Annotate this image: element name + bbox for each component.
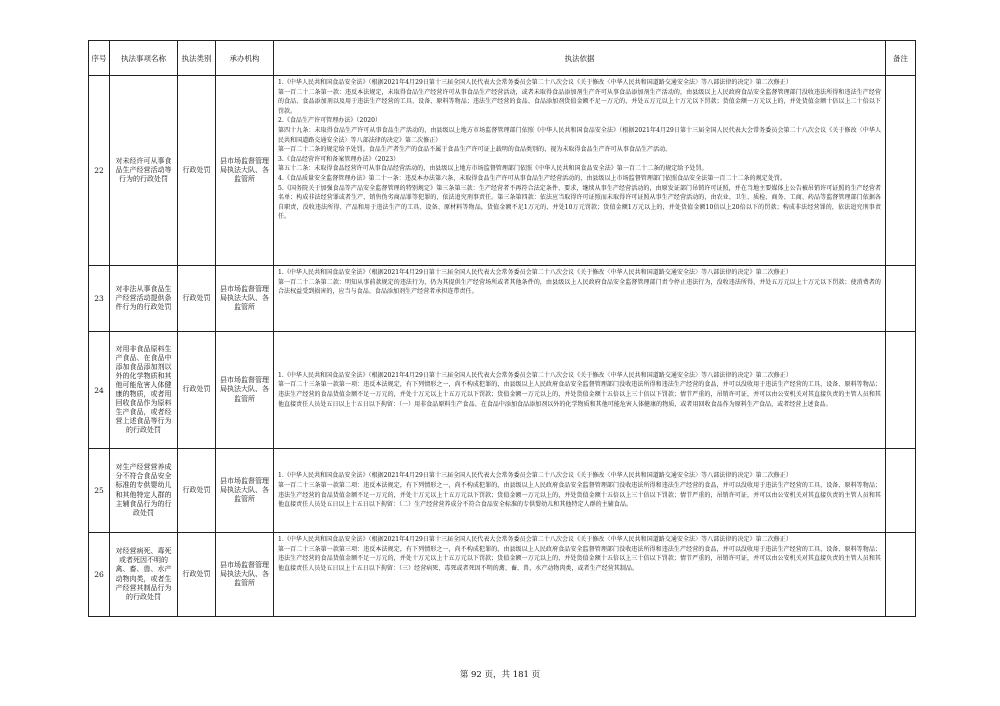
row-name: 对用非食品原料生产食品、在食品中添加食品添加剂以外的化学物质和其他可能危害人体健康的物质，或者用回收食品作为原料生产食品，或者经营上述食品等行为的行政处罚 bbox=[110, 332, 178, 449]
header-name: 执法事项名称 bbox=[110, 41, 178, 76]
row-type: 行政处罚 bbox=[178, 533, 216, 617]
basis-paragraph: 第一百二十二条第一款：违反本法规定，未取得食品生产经营许可从事食品生产经营活动，或者未取得食品添加剂生产许可从事食品添加剂生产活动的，由县级以上人民政府食品安全监督管理部门没收违法所得和违法生产经营的食品、食品添加剂以及用于违法生产经营的工具、设备、原料等物品；违法生产经营的食品、食品添加剂货值金额不足一万元的，并处五万元以上十万元以下罚款；货值金额一万元以上的，并处货值金额十倍以上二十倍以下罚款。 bbox=[278, 88, 881, 115]
enforcement-table bbox=[88, 40, 916, 617]
row-name: 对经营病死、毒死或者死因不明的禽、畜、兽、水产动物肉类，或者生产经营其制品行为的行政处罚 bbox=[110, 533, 178, 617]
row-name: 对非法从事食品生产经营活动提供条件行为的行政处罚 bbox=[110, 266, 178, 332]
row-type: 行政处罚 bbox=[178, 266, 216, 332]
row-type: 行政处罚 bbox=[178, 332, 216, 449]
table-row bbox=[89, 533, 916, 617]
basis-paragraph: 1.《中华人民共和国食品安全法》（根据2021年4月29日第十三届全国人民代表大会常务委员会第二十八次会议《关于修改〈中华人民共和国道路交通安全法〉等八部法律的决定》第二次修正） bbox=[278, 79, 792, 86]
basis-paragraph: 第五十二条：未取得食品经营许可从事食品经营活动的，由县级以上地方市场监督管理部门依照《中华人民共和国食品安全法》第一百二十二条的规定给予处罚。 bbox=[278, 165, 708, 173]
basis-paragraph: 2.《食品生产许可管理办法》（2020） bbox=[278, 117, 381, 125]
row-basis bbox=[274, 266, 886, 332]
basis-paragraph: 1.《中华人民共和国食品安全法》（根据2021年4月29日第十三届全国人民代表大会常务委员会第二十八次会议《关于修改〈中华人民共和国道路交通安全法〉等八部法律的决定》第二次修正） bbox=[278, 371, 792, 379]
basis-paragraph: 第一百二十二条第二款：明知从事前款规定的违法行为，仍为其提供生产经营场所或者其他条件的，由县级以上人民政府食品安全监督管理部门责令停止违法行为，没收违法所得，并处五万元以上十万元以下罚款；使消费者的合法权益受到损害的，应当与食品、食品添加剂生产经营者承担连带责任。 bbox=[278, 278, 881, 296]
row-note bbox=[886, 266, 916, 332]
row-type: 行政处罚 bbox=[178, 76, 216, 266]
basis-paragraph: 第一百二十三条第一款第三项：违反本法规定，有下列情形之一，尚不构成犯罪的，由县级以上人民政府食品安全监督管理部门没收违法所得和违法生产经营的食品，并可以没收用于违法生产经营的工具、设备、原料等物品；违法生产经营的食品货值金额不足一万元的，并处十万元以上十五万元以下罚款；货值金额一万元以上的，并处货值金额十五倍以上三十倍以下罚款；情节严重的，吊销许可证，并可以由公安机关对其直接负责的主管人员和其他直接责任人员处五日以上十五日以下拘留：（三）经营病死、毒死或者死因不明的禽、畜、兽、水产动物肉类，或者生产经营其制品。 bbox=[278, 545, 881, 572]
row-no: 25 bbox=[89, 449, 110, 533]
row-no: 26 bbox=[89, 533, 110, 617]
row-basis bbox=[274, 449, 886, 533]
row-note bbox=[886, 76, 916, 266]
table-row bbox=[89, 332, 916, 449]
header-org: 承办机构 bbox=[216, 41, 274, 76]
row-org: 县市场监督管理局执法大队、各监管所 bbox=[216, 266, 274, 332]
basis-paragraph: 第一百二十三条第一款第二项：违反本法规定，有下列情形之一，尚不构成犯罪的，由县级以上人民政府食品安全监督管理部门没收违法所得和违法生产经营的食品，并可以没收用于违法生产经营的工具、设备、原料等物品；违法生产经营的食品货值金额不足一万元的，并处十万元以上十五万元以下罚款；货值金额一万元以上的，并处货值金额十五倍以上三十倍以下罚款；情节严重的，吊销许可证，并可以由公安机关对其直接负责的主管人员和其他直接责任人员处五日以上十五日以下拘留：（二）生产经营营养成分不符合食品安全标准的专供婴幼儿和其他特定人群的主辅食品。 bbox=[278, 481, 881, 509]
row-org: 县市场监督管理局执法大队、各监管所 bbox=[216, 449, 274, 533]
basis-paragraph: 3.《食品经营许可和备案管理办法》（2023） bbox=[278, 155, 400, 163]
basis-paragraph: 第一百二十三条第一款第一项：违反本法规定，有下列情形之一，尚不构成犯罪的，由县级以上人民政府食品安全监督管理部门没收违法所得和违法生产经营的食品，并可以没收用于违法生产经营的工具、设备、原料等物品；违法生产经营的食品货值金额不足一万元的，并处十万元以上十五万元以下罚款；货值金额一万元以上的，并处货值金额十五倍以上三十倍以下罚款；情节严重的，吊销许可证，并可以由公安机关对其直接负责的主管人员和其他直接责任人员处五日以上十五日以下拘留：（一）用非食品原料生产食品、在食品中添加食品添加剂以外的化学物质和其他可能危害人体健康的物质，或者用回收食品作为原料生产食品，或者经营上述食品。 bbox=[278, 381, 881, 408]
table-row bbox=[89, 76, 916, 266]
row-type: 行政处罚 bbox=[178, 449, 216, 533]
row-org: 县市场监督管理局执法大队、各监管所 bbox=[216, 533, 274, 617]
header-type: 执法类别 bbox=[178, 41, 216, 76]
row-no: 22 bbox=[89, 76, 110, 266]
basis-paragraph: 5.《国务院关于加强食品等产品安全监督管理的特别规定》第三条第三款：生产经营者不再符合法定条件、要求，继续从事生产经营活动的，由原发证部门吊销许可证照，并在当地主要媒体上公告被吊销许可证照的生产经营者名单；构成非法经营罪或者生产、销售伪劣商品罪等犯罪的，依法追究刑事责任。第三条第四款：依法应当取得许可证照而未取得许可证照从事生产经营活动的，由农业、卫生、质检、商务、工商、药品等监督管理部门依据各自职责，没收违法所得、产品和用于违法生产的工具、设备、原材料等物品，货值金额不足1万元的，并处10万元罚款；货值金额1万元以上的，并处货值金额10倍以上20倍以下的罚款；构成非法经营罪的，依法追究刑事责任。 bbox=[278, 184, 881, 221]
row-basis bbox=[274, 533, 886, 617]
page-number: 第 92 页，共 181 页 bbox=[459, 670, 541, 680]
row-note bbox=[886, 449, 916, 533]
row-basis bbox=[274, 332, 886, 449]
row-note bbox=[886, 332, 916, 449]
row-name: 对生产经营营养成分不符合食品安全标准的专供婴幼儿和其他特定人群的主辅食品行为的行政处罚 bbox=[110, 449, 178, 533]
basis-paragraph: 4.《食品质量安全监督管理办法》第二十一条：违反本办法第六条，未取得食品生产许可从事食品生产经营活动的，由县级以上市场监督管理部门依照食品安全法第一百二十二条的规定处罚。 bbox=[278, 174, 786, 182]
row-basis bbox=[274, 76, 886, 266]
row-name: 对未经许可从事食品生产经营活动等行为的行政处罚 bbox=[110, 76, 178, 266]
row-no: 23 bbox=[89, 266, 110, 332]
basis-paragraph: 1.《中华人民共和国食品安全法》（根据2021年4月29日第十三届全国人民代表大会常务委员会第二十八次会议《关于修改〈中华人民共和国道路交通安全法〉等八部法律的决定》第二次修正） bbox=[278, 472, 792, 480]
row-no: 24 bbox=[89, 332, 110, 449]
header-note: 备注 bbox=[886, 41, 916, 76]
table-row bbox=[89, 449, 916, 533]
row-note bbox=[886, 533, 916, 617]
row-org: 县市场监督管理局执法大队、各监管所 bbox=[216, 76, 274, 266]
basis-paragraph: 第四十九条：未取得食品生产许可从事食品生产活动的，由县级以上地方市场监督管理部门依照《中华人民共和国食品安全法》（根据2021年4月29日第十三届全国人民代表大会常务委员会第二十八次会议《关于修改〈中华人民共和国道路交通安全法〉等八部法律的决定》第二次修正） bbox=[278, 126, 881, 144]
basis-paragraph: 1.《中华人民共和国食品安全法》（根据2021年4月29日第十三届全国人民代表大会常务委员会第二十八次会议《关于修改〈中华人民共和国道路交通安全法〉等八部法律的决定》第二次修正） bbox=[278, 269, 792, 276]
basis-paragraph: 第一百二十二条的规定给予处罚。食品生产者生产的食品不属于食品生产许可证上载明的食品类别的，视为未取得食品生产许可从事食品生产活动。 bbox=[278, 146, 672, 154]
row-org: 县市场监督管理局执法大队、各监管所 bbox=[216, 332, 274, 449]
header-basis: 执法依据 bbox=[274, 41, 886, 76]
header-no: 序号 bbox=[89, 41, 110, 76]
header-row bbox=[89, 41, 916, 76]
basis-paragraph: 1.《中华人民共和国食品安全法》（根据2021年4月29日第十三届全国人民代表大会常务委员会第二十八次会议《关于修改〈中华人民共和国道路交通安全法〉等八部法律的决定》第二次修正） bbox=[278, 536, 792, 543]
table-row bbox=[89, 266, 916, 332]
